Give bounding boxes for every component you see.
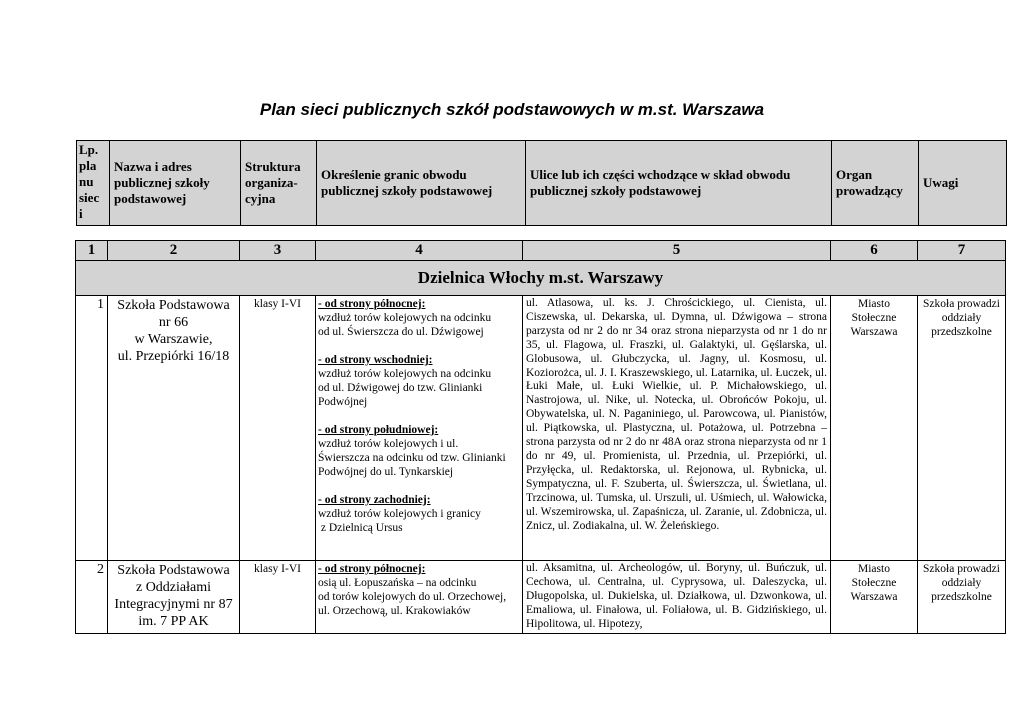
- header-organ: Organ prowadzący: [832, 141, 919, 226]
- school-streets: ul. Aksamitna, ul. Archeologów, ul. Boryny, ul. Buńczuk, ul. Cechowa, ul. Centralna, ul. Cyprysowa, ul. Daleszycka, ul. Długopolska, ul. Dukielska, ul. Działkowa, ul. Dzwonkowa, ul. Emaliowa, ul. Finałowa, ul. Foliałowa, ul. B. Gidzińskiego, ul. Hipolitowa, ul. Hipotezy,: [523, 561, 831, 634]
- school-organ: Miasto Stołeczne Warszawa: [831, 561, 918, 634]
- boundary-direction: - od strony południowej:: [318, 424, 439, 436]
- boundary-segment: - od strony północnej: osią ul. Łopuszańska – na odcinku od torów kolejowych do ul. Orzechowej, ul. Orzechową, ul. Krakowiaków: [318, 562, 520, 618]
- column-number: 6: [831, 241, 918, 261]
- column-number-row: [76, 241, 1006, 261]
- boundary-direction: - od strony północnej:: [318, 563, 426, 575]
- boundary-direction: - od strony zachodniej:: [318, 494, 431, 506]
- district-row: [76, 261, 1006, 296]
- boundary-segment: - od strony północnej: wzdłuż torów kolejowych na odcinku od ul. Świerszcza do ul. Dźwigowej: [318, 297, 520, 339]
- boundary-segment: - od strony południowej: wzdłuż torów kolejowych i ul. Świerszcza na odcinku od tzw. Glinianki Podwójnej do ul. Tynkarskiej: [318, 423, 520, 479]
- column-number: 7: [918, 241, 1006, 261]
- schools-table: [75, 240, 1006, 634]
- column-number: 1: [76, 241, 108, 261]
- school-boundaries: [316, 296, 523, 561]
- column-number: 5: [523, 241, 831, 261]
- boundary-segment: - od strony wschodniej: wzdłuż torów kolejowych na odcinku od ul. Dźwigowej do tzw. Glinianki Podwójnej: [318, 353, 520, 409]
- boundary-direction: - od strony północnej:: [318, 298, 426, 310]
- header-notes: Uwagi: [919, 141, 1007, 226]
- school-notes: Szkoła prowadzi oddziały przedszkolne: [918, 296, 1006, 561]
- column-number: 4: [316, 241, 523, 261]
- school-name: Szkoła Podstawowa nr 66 w Warszawie, ul. Przepiórki 16/18: [108, 296, 240, 561]
- table-row: [76, 561, 1006, 634]
- header-name: Nazwa i adres publicznej szkoły podstawowej: [110, 141, 241, 226]
- boundary-segment: - od strony zachodniej: wzdłuż torów kolejowych i granicy z Dzielnicą Ursus: [318, 493, 520, 535]
- header-boundaries: Określenie granic obwodu publicznej szkoły podstawowej: [317, 141, 526, 226]
- row-number: 2: [76, 561, 108, 634]
- document-title: Plan sieci publicznych szkół podstawowych w m.st. Warszawa: [259, 100, 765, 119]
- school-structure: klasy I-VI: [240, 561, 316, 634]
- boundary-direction: - od strony wschodniej:: [318, 354, 433, 366]
- school-structure: klasy I-VI: [240, 296, 316, 561]
- header-structure: Struktura organiza- cyjna: [241, 141, 317, 226]
- district-heading: Dzielnica Włochy m.st. Warszawy: [76, 261, 1006, 296]
- school-boundaries: [316, 561, 523, 634]
- school-notes: Szkoła prowadzi oddziały przedszkolne: [918, 561, 1006, 634]
- column-header-table: [76, 140, 1007, 226]
- column-number: 2: [108, 241, 240, 261]
- header-streets: Ulice lub ich części wchodzące w skład obwodu publicznej szkoły podstawowej: [526, 141, 832, 226]
- table-row: [76, 296, 1006, 561]
- school-streets: ul. Atlasowa, ul. ks. J. Chrościckiego, ul. Cienista, ul. Ciszewska, ul. Dekarska, ul. Dymna, ul. Dźwigowa – strona parzysta od nr 2 do nr 34 oraz strona nieparzysta od nr 1 do nr 35, ul. Flagowa, ul. Fraszki, ul. Galaktyki, ul. Gęślarska, ul. Globusowa, ul. Głubczycka, ul. Jagny, ul. Kosmosu, ul. Koziorożca, ul. J. I. Kraszewskiego, ul. Latarnika, ul. Łuczek, ul. Łuki Małe, ul. Łuki Wielkie, ul. P. Michałowskiego, ul. Nastrojowa, ul. Nike, ul. Notecka, ul. Obrońców Pokoju, ul. Obywatelska, ul. N. Paganiniego, ul. Parowcowa, ul. Pianistów, ul. Piątkowska, ul. Plastyczna, ul. Potażowa, ul. Potrzebna – strona parzysta od nr 2 do nr 48A oraz strona nieparzysta od nr 1 do nr 49, ul. Promienista, ul. Przednia, ul. Przepiórki, ul. Przyłęcka, ul. Redaktorska, ul. Rejonowa, ul. Rybnicka, ul. Sympatyczna, ul. F. Szuberta, ul. Świerszcza, ul. Świetlana, ul. Trzcinowa, ul. Tumska, ul. Urszuli, ul. Uśmiech, ul. Wałowicka, ul. Wszemirowska, ul. Zapaśnicza, ul. Zaranie, ul. Zdobnicza, ul. Znicz, ul. Zodiakalna, ul. W. Żeleńskiego.: [523, 296, 831, 561]
- header-lp: Lp. pla nu siec i: [77, 141, 110, 226]
- column-number: 3: [240, 241, 316, 261]
- row-number: 1: [76, 296, 108, 561]
- school-organ: Miasto Stołeczne Warszawa: [831, 296, 918, 561]
- school-name: Szkoła Podstawowa z Oddziałami Integracyjnymi nr 87 im. 7 PP AK: [108, 561, 240, 634]
